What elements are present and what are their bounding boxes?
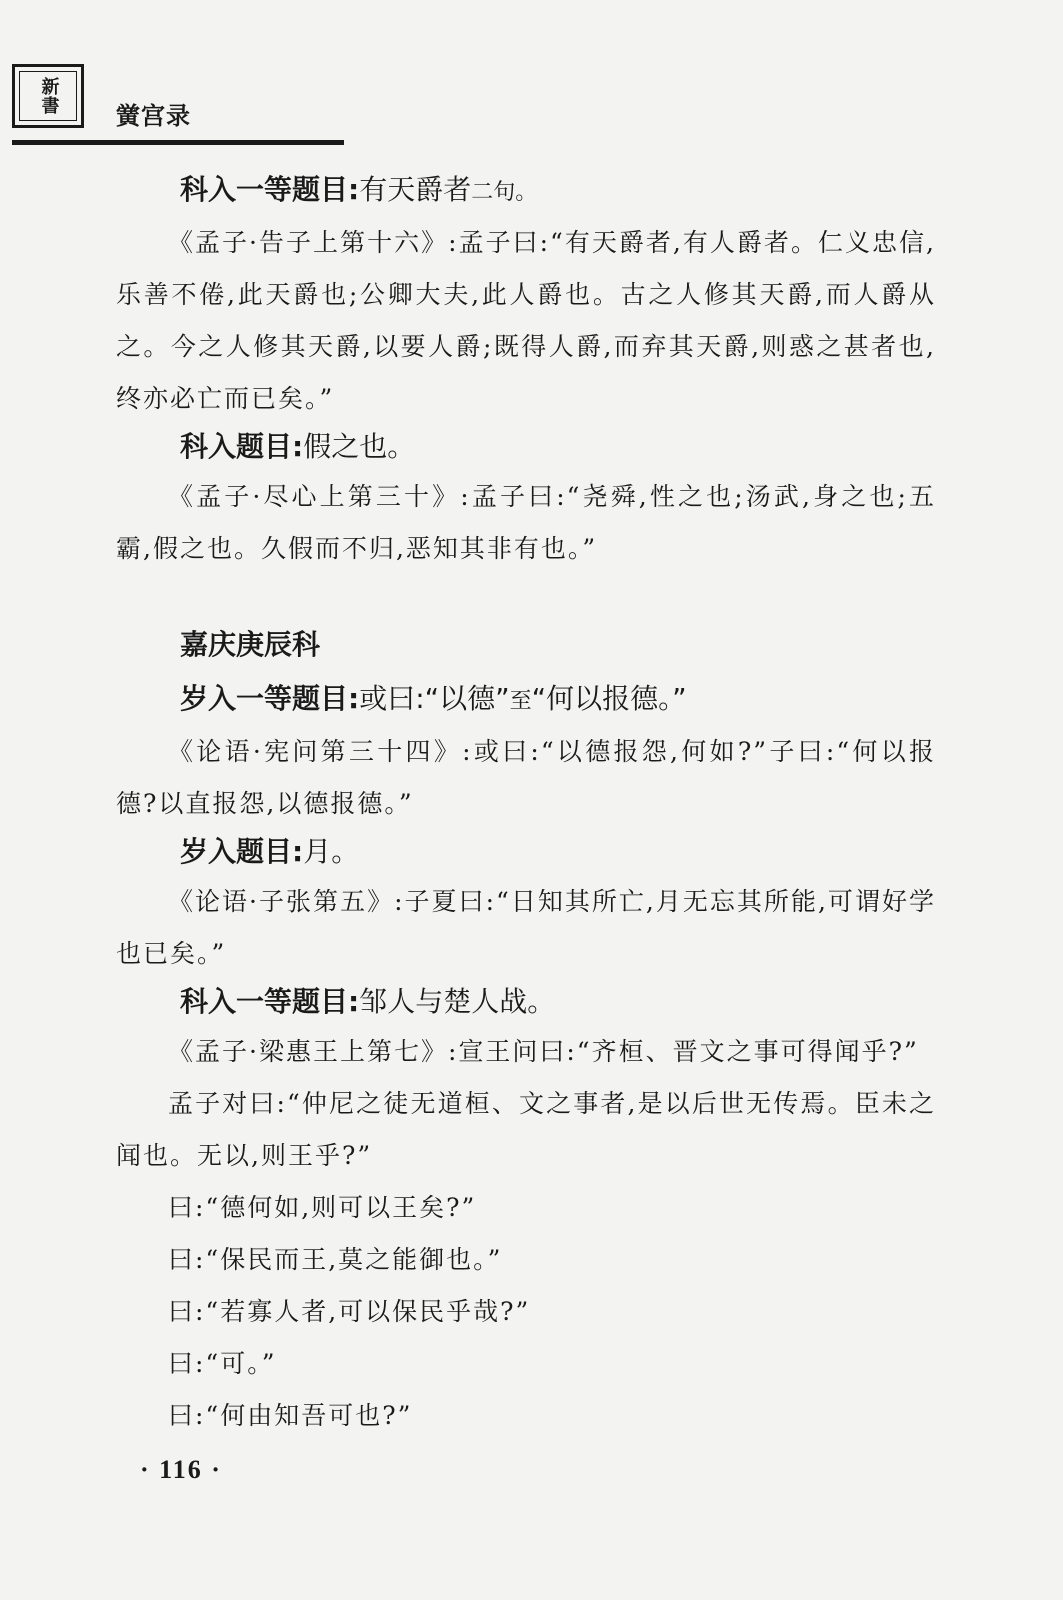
dialogue-line: 曰:“何由知吾可也?” <box>168 1401 413 1430</box>
dialogue-line: 曰:“若寡人者,可以保民乎哉?” <box>168 1297 531 1326</box>
dialogue-line: 曰:“可。” <box>168 1349 277 1378</box>
source-quote: 《孟子·梁惠王上第七》:宣王问曰:“齐桓、晋文之事可得闻乎?” <box>168 1037 919 1066</box>
page-number: · 116 · <box>140 1455 222 1484</box>
source-quote: 《论语·宪问第三十四》:或曰:“以德报怨,何如?”子曰:“何以报德?以直报怨,以德报德。” <box>116 737 936 818</box>
running-header <box>12 64 344 148</box>
source-quote: 《孟子·尽心上第三十》:孟子曰:“尧舜,性之也;汤武,身之也;五霸,假之也。久假而不归,恶知其非有也。” <box>116 482 936 563</box>
seal-logo: 新書 <box>12 64 84 128</box>
exam-heading: 科入题目:假之也。 <box>180 430 416 463</box>
page-body <box>116 170 936 1442</box>
exam-heading: 岁入题目:月。 <box>180 835 360 868</box>
source-quote: 《论语·子张第五》:子夏曰:“日知其所亡,月无忘其所能,可谓好学也已矣。” <box>116 887 936 968</box>
header-rule <box>12 140 344 145</box>
exam-heading: 岁入一等题目:或曰:“以德”至“何以报德。” <box>180 682 687 715</box>
book-title: 黉宫录 <box>116 102 191 130</box>
exam-heading: 科入一等题目:有天爵者二句。 <box>180 173 538 206</box>
dialogue-line: 曰:“保民而王,莫之能御也。” <box>168 1245 503 1274</box>
source-quote: 《孟子·告子上第十六》:孟子曰:“有天爵者,有人爵者。仁义忠信,乐善不倦,此天爵也;公卿大夫,此人爵也。古之人修其天爵,而人爵从之。今之人修其天爵,以要人爵;既得人爵,而弃其天爵,则惑之甚者也,终亦必亡而已矣。” <box>116 228 936 413</box>
section-title: 嘉庆庚辰科 <box>180 628 321 661</box>
exam-heading: 科入一等题目:邹人与楚人战。 <box>180 985 556 1018</box>
dialogue-line: 曰:“德何如,则可以王矣?” <box>168 1193 477 1222</box>
dialogue-line: 孟子对曰:“仲尼之徒无道桓、文之事者,是以后世无传焉。臣未之闻也。无以,则王乎?” <box>116 1089 936 1170</box>
